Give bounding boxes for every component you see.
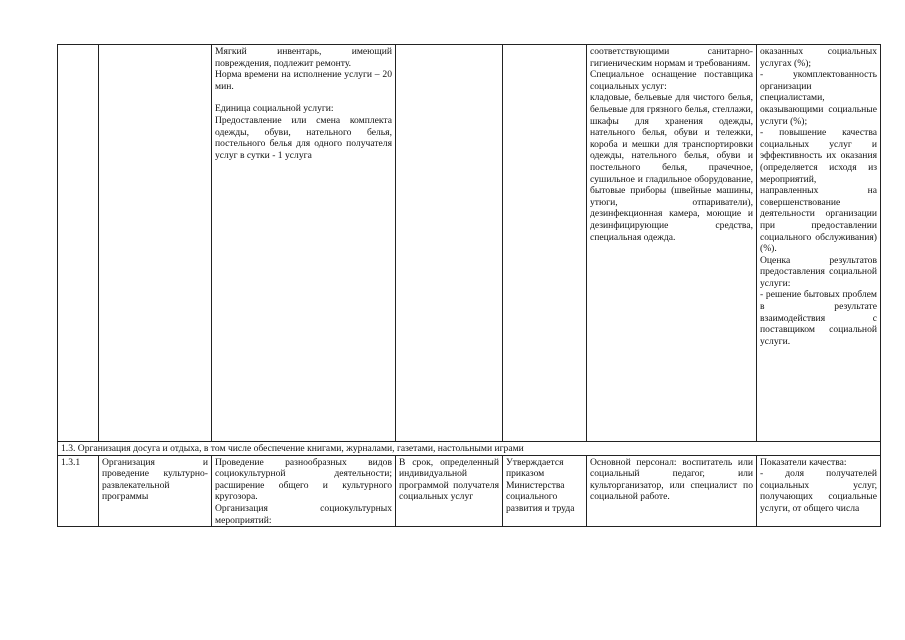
cell-cost: [503, 45, 587, 442]
cell-service-name: Организация и проведение культурно-развлекательной программы: [99, 455, 212, 527]
cell-quality-indicators: Показатели качества: - доля получателей социальных услуг, получающих социальные услуги, от общего числа: [757, 455, 881, 527]
cell-conditions: соответствующими санитарно-гигиеническим нормам и требованиям. Специальное оснащение поставщика социальных услуг: кладовые, бельевые для чистого белья, бельевые для грязного белья, стеллажи, шкафы для хранения одежды, нательного белья, обуви и тележки, короба и мешки для транспортировки одежды, нательного белья, обуви и постельного белья, прачечное, сушильное и гладильное оборудование, бытовые приборы (швейные машины, утюги, отпариватели), дезинфекционная камера, моющие и дезинфицирующие средства, специальная одежда.: [587, 45, 757, 442]
cell-cost: Утверждается приказом Министерства социального развития и труда: [503, 455, 587, 527]
cell-service-name: [99, 45, 212, 442]
table-row: [58, 455, 881, 527]
description-paragraph: Норма времени на исполнение услуги – 20 мин.: [215, 69, 392, 92]
cell-service-description: Проведение разнообразных видов социокультурной деятельности; расширение общего и культурного кругозора. Организация социокультурных мероприятий:: [212, 455, 396, 527]
cell-conditions: Основной персонал: воспитатель или социальный педагог, или культорганизатор, или специалист по социальной работе.: [587, 455, 757, 527]
cell-number: 1.3.1: [58, 455, 99, 527]
services-table: [57, 44, 881, 527]
section-row: [58, 442, 881, 456]
paragraph-gap: [215, 92, 392, 103]
section-header: 1.3. Организация досуга и отдыха, в том числе обеспечение книгами, журналами, газетами, настольными играми: [58, 442, 881, 456]
cell-term: В срок, определенный индивидуальной программой получателя социальных услуг: [396, 455, 503, 527]
description-paragraph: Единица социальной услуги:: [215, 103, 334, 115]
cell-number: [58, 45, 99, 442]
cell-service-description: [212, 45, 396, 442]
cell-term: [396, 45, 503, 442]
cell-quality-indicators: оказанных социальных услугах (%); - укомплектованность организации специалистами, оказывающими социальные услуги (%); - повышение качества социальных услуг и эффективность их оказания (определяется исходя из мероприятий, направленных на совершенствование деятельности организации при предоставлении социального обслуживания) (%). Оценка результатов предоставления социальной услуги: - решение бытовых проблем в результате взаимодействия с поставщиком социальной услуги.: [757, 45, 881, 442]
description-paragraph: Предоставление или смена комплекта одежды, обуви, нательного белья, постельного белья для одного получателя услуг в сутки - 1 услуга: [215, 114, 392, 161]
description-paragraph: Мягкий инвентарь, имеющий повреждения, подлежит ремонту.: [215, 46, 392, 69]
table-row: [58, 45, 881, 442]
